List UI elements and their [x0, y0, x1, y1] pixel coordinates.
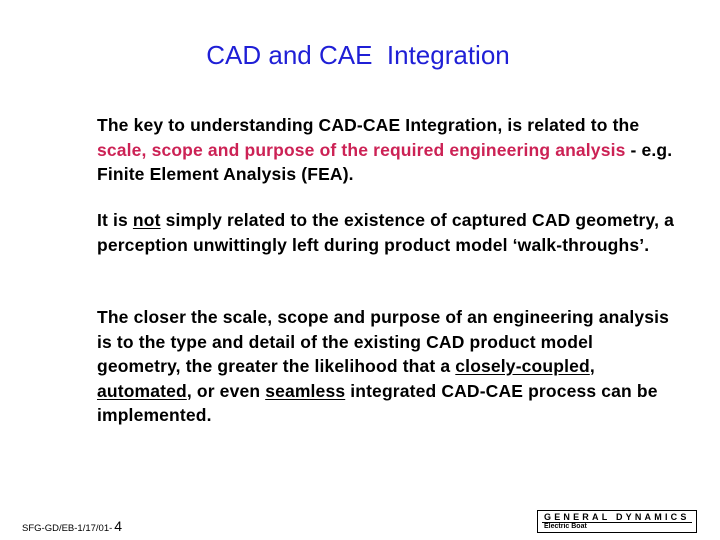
paragraph-2-underline: not [132, 210, 161, 230]
logo-company-name: GENERAL DYNAMICS [544, 512, 690, 522]
paragraph-3-underline-automated: automated [97, 380, 187, 401]
paragraph-3-text-b: integrated CAD-CAE process can be implemented. [97, 380, 658, 425]
paragraph-2-text-a: It is [97, 210, 133, 230]
paragraph-1-text-a: The key to understanding CAD-CAE Integration, is related to the [97, 115, 640, 135]
paragraph-1-highlight: scale, scope and purpose of the required engineering analysis [97, 139, 626, 160]
page-number: 4 [114, 518, 123, 534]
paragraph-1 [97, 113, 677, 187]
paragraph-3-underline-seamless: seamless [265, 380, 346, 401]
paragraph-1-text-b: - e.g. Finite Element Analysis (FEA). [97, 139, 673, 184]
paragraph-3-text-a: The closer the scale, scope and purpose of an engineering analysis is to the type and detail of the existing CAD product model geometry, the greater the likelihood that a [97, 307, 670, 376]
paragraph-3-underline-closely-coupled: closely-coupled [455, 356, 590, 376]
logo-division-name: Electric Boat [544, 523, 587, 530]
footer-code-text: SFG-GD/EB-1/17/01- [22, 523, 113, 534]
footer-document-code [22, 518, 122, 534]
slide-title: CAD and CAE Integration [206, 40, 510, 70]
paragraph-2-text-b: simply related to the existence of captured CAD geometry, a perception unwittingly left during product model ‘walk-throughs’. [97, 210, 674, 255]
general-dynamics-logo [537, 510, 697, 533]
paragraph-3 [97, 305, 677, 428]
paragraph-3-separator-2: , or even [186, 380, 266, 401]
paragraph-2 [97, 208, 677, 257]
paragraph-3-separator-1: , [589, 356, 595, 376]
